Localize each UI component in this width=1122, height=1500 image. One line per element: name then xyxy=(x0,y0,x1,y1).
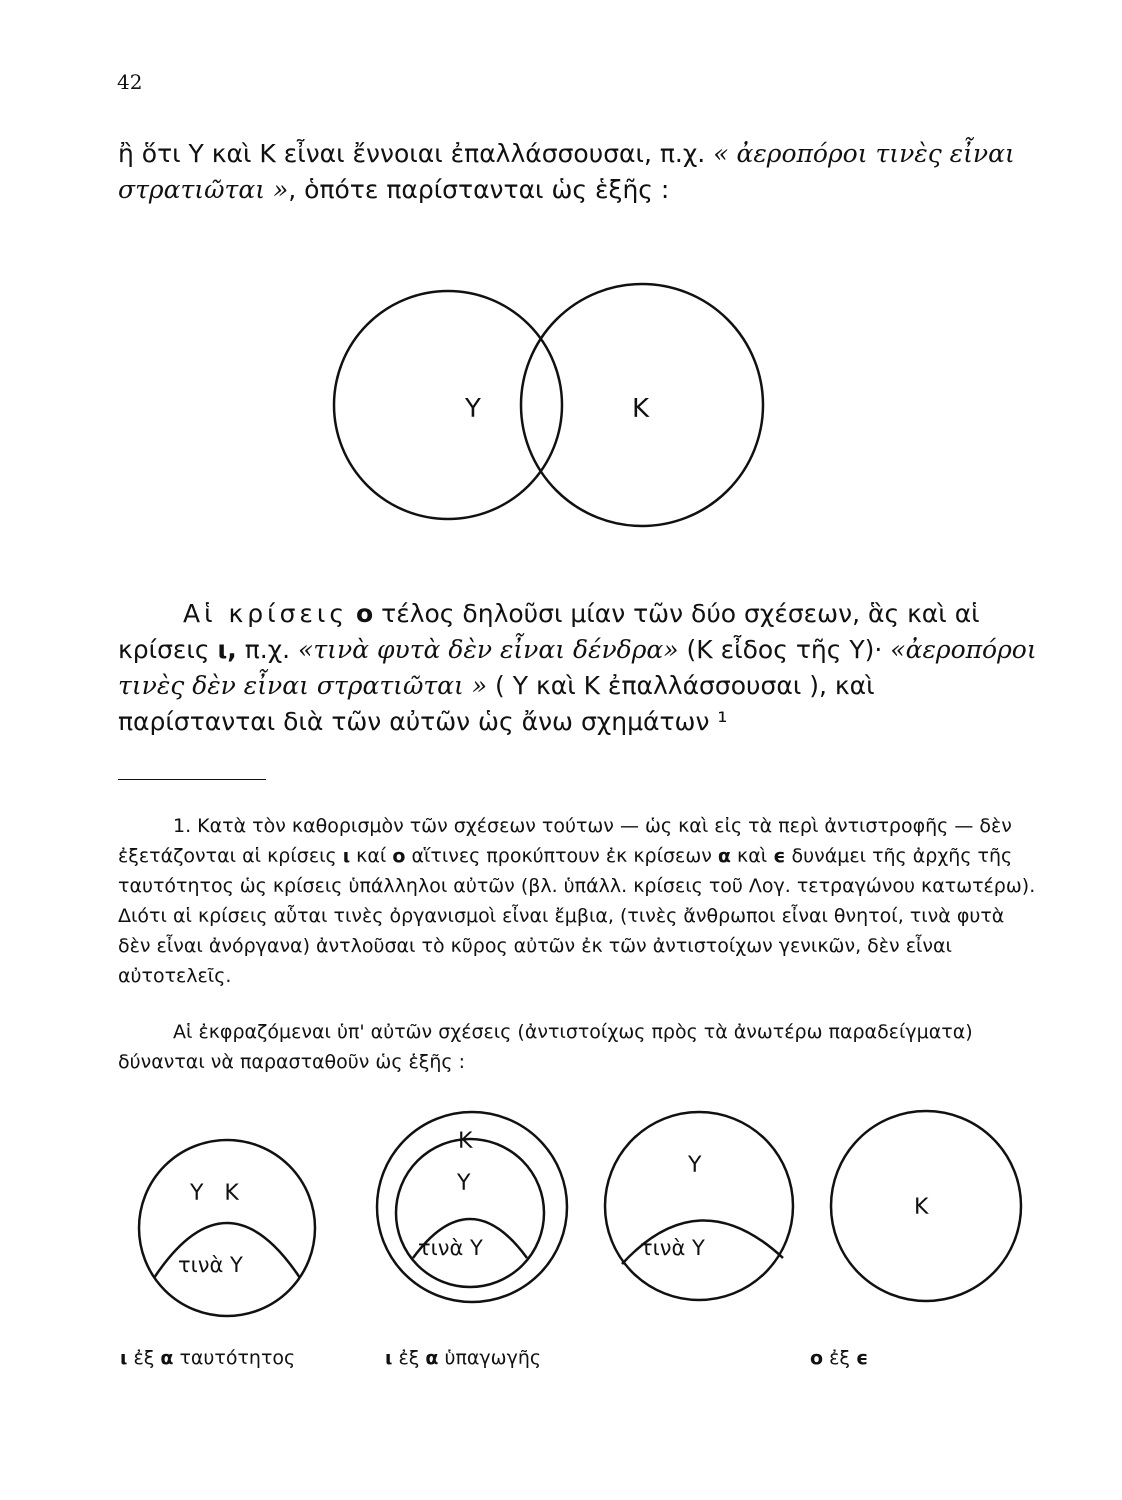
venn-diagram xyxy=(334,284,763,526)
diagram-1-circle xyxy=(139,1140,315,1316)
diagram-subsumption xyxy=(377,1112,567,1302)
diagram-2-inner-label: Υ xyxy=(457,1171,471,1196)
diagram-1-segment-label: τινὰ Υ xyxy=(178,1253,243,1277)
diagram-1-top-label: Υ Κ xyxy=(190,1181,239,1206)
paragraph-2: Αἱ κρίσεις o τέλος δηλοῦσι μίαν τῶν δύο σχέσεων, ἃς καὶ αἱ κρίσεις ι, π.χ. «τινὰ φυτὰ δὲν εἶναι δένδρα» (Κ εἶδος τῆς Υ)· «ἀεροπόροι τινὲς δὲν εἶναι στρατιῶται » ( Υ καὶ Κ ἐπαλλάσσουσαι ), καὶ παρίστανται διὰ τῶν αὐτῶν ὡς ἄνω σχημάτων ¹ xyxy=(118,599,1037,736)
diagram-3-segment-label: τινὰ Υ xyxy=(640,1236,705,1260)
diagram-2-inner-circle xyxy=(396,1139,544,1287)
diagram-exclusion xyxy=(831,1111,1021,1301)
footnote-2: Αἱ ἐκφραζόμεναι ὑπ' αὐτῶν σχέσεις (ἀντιστοίχως πρὸς τὰ ἀνωτέρω παραδείγματα) δύνανται νὰ παρασταθοῦν ὡς ἑξῆς : xyxy=(118,1021,973,1073)
venn-circle-y xyxy=(334,291,562,519)
diagram-2-outer-label: Κ xyxy=(458,1129,473,1154)
diagram-3-circle xyxy=(605,1112,793,1300)
diagram-identity xyxy=(139,1140,315,1316)
caption-identity: ι ἐξ α ταυτότητος xyxy=(120,1347,296,1369)
diagram-3-top-label: Υ xyxy=(688,1153,702,1178)
diagram-contradiction xyxy=(605,1112,793,1300)
footnote-rule xyxy=(118,779,266,780)
page-number: 42 xyxy=(117,70,143,94)
venn-label-y: Υ xyxy=(465,394,481,424)
paragraph-1: ἢ ὅτι Υ καὶ Κ εἶναι ἔννοιαι ἐπαλλάσσουσαι, π.χ. « ἀεροπόροι τινὲς εἶναι στρατιῶται », ὁπότε παρίστανται ὡς ἑξῆς : xyxy=(118,139,1015,204)
footnote-1: 1. Κατὰ τὸν καθορισμὸν τῶν σχέσεων τούτων — ὡς καὶ εἰς τὰ περὶ ἀντιστροφῆς — δὲν ἐξετάζονται αἱ κρίσεις ι καί ο αἵτινες προκύπτουν ἐκ κρίσεων α καὶ ϵ δυνάμει τῆς ἀρχῆς τῆς ταυτότητος ὡς κρίσεις ὑπάλληλοι αὐτῶν (βλ. ὑπάλλ. κρίσεις τοῦ Λογ. τετραγώνου κατωτέρω). Διότι αἱ κρίσεις αὗται τινὲς ὀργανισμοὶ εἶναι ἔμβια, (τινὲς ἄνθρωποι εἶναι θνητοί, τινὰ φυτὰ δὲν εἶναι ἀνόργανα) ἀντλοῦσαι τὸ κῦρος αὐτῶν ἐκ τῶν ἀντιστοίχων γενικῶν, δὲν εἶναι αὐτοτελεῖς. xyxy=(118,815,1036,987)
venn-label-k: Κ xyxy=(632,394,650,424)
diagram-2-segment-label: τινὰ Υ xyxy=(418,1236,483,1260)
diagram-4-label: Κ xyxy=(914,1195,929,1220)
caption-subsumption: ι ἐξ α ὑπαγωγῆς xyxy=(385,1347,542,1369)
caption-exclusion: ο ἐξ ϵ xyxy=(810,1347,869,1369)
